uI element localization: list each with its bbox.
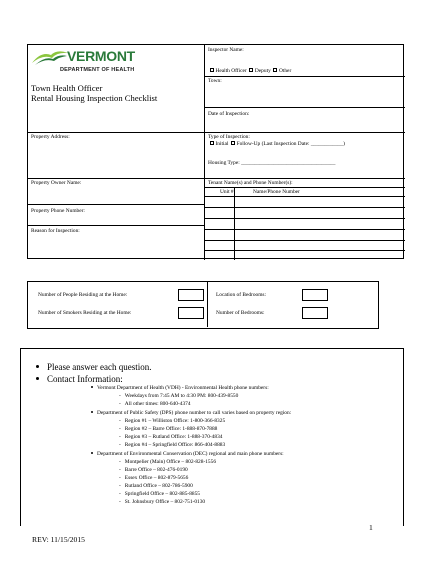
vdh-line: Vermont Department of Health (VDH) - Environmental Health phone numbers: [91,385,269,391]
checkbox-other[interactable] [273,68,277,72]
dps-line: Department of Public Safety (DPS) phone number to call varies based on property region: [91,410,291,416]
form-title-line1: Town Health Officer [31,83,103,93]
list-item: - St. Johnsbury Office – 802-751-0130 [119,499,206,505]
people-residing-field[interactable] [178,289,204,301]
logo-department: DEPARTMENT OF HEALTH [60,67,135,73]
inspection-type-options [210,141,345,147]
unit-column-header: Unit # [220,189,234,195]
list-item: - All other times: 800-640-4374 [119,401,191,407]
inspector-role-options [210,68,291,74]
list-item: - Region #4 – Springfield Office: 866-404-8883 [119,442,226,448]
inspector-name-label: Inspector Name: [208,47,244,53]
form-header-table [27,44,404,259]
option-follow-up: Follow-Up (Last Inspection Date: ____________) [236,141,345,147]
option-other: Other [278,68,292,74]
household-info-box [27,281,379,329]
date-of-inspection-label: Date of Inspection: [208,111,250,117]
checkbox-follow-up[interactable] [231,141,235,145]
list-item: - Springfield Office – 802-885-8855 [119,491,201,497]
name-phone-column-header: Name/Phone Number [253,189,300,195]
mountain-logo-icon [31,47,69,67]
people-residing-label: Number of People Residing at the Home: [38,292,128,298]
logo-wordmark: VERMONT [67,48,135,64]
property-phone-label: Property Phone Number: [31,208,85,214]
checkbox-initial[interactable] [210,141,214,145]
page-number: 1 [369,523,373,532]
checkbox-health-officer[interactable] [210,68,214,72]
checkbox-deputy[interactable] [249,68,253,72]
bedroom-count-label: Number of Bedrooms: [216,310,265,316]
list-item: - Region #3 – Rutland Office: 1-888-370-4834 [119,434,223,440]
revision-date: REV: 11/15/2015 [32,535,85,544]
list-item: - Weekdays from 7:45 AM to 4:30 PM: 800-439-8550 [119,393,239,399]
option-initial: Initial [215,141,229,147]
option-health-officer: Health Officer [215,68,247,74]
property-address-label: Property Address: [31,134,70,140]
list-item: - Region #2 – Barre Office: 1-888-870-7888 [119,426,218,432]
contact-information-section [20,348,404,526]
town-label: Town: [208,78,222,84]
dec-line: Department of Environmental Conservation (DEC) regional and main phone numbers: [91,451,284,457]
list-item: - Rutland Office – 802-786-5900 [119,483,193,489]
contact-heading: Contact Information: [36,374,123,384]
smokers-residing-field[interactable] [178,307,204,319]
column-divider [204,45,205,260]
list-item: - Barre Office – 802-476-0190 [119,467,188,473]
instruction-heading: Please answer each question. [36,362,151,372]
option-deputy: Deputy [254,68,271,74]
property-owner-name-label: Property Owner Name: [31,180,82,186]
bedroom-location-label: Location of Bedrooms: [216,292,267,298]
vermont-health-logo [31,47,201,81]
smokers-residing-label: Number of Smokers Residing at the Home: [38,310,132,316]
housing-type-label: Housing Type: ___________________________________ [208,160,336,166]
type-of-inspection-label: Type of Inspection: [208,134,250,140]
bedroom-count-field[interactable] [302,307,328,319]
list-item: - Essex Office – 802-879-5656 [119,475,189,481]
form-title-line2: Rental Housing Inspection Checklist [31,93,158,103]
list-item: - Region #1 – Williston Office: 1-800-366-8325 [119,418,226,424]
reason-label: Reason for Inspection: [31,228,80,234]
bedroom-location-field[interactable] [302,289,328,301]
list-item: - Montpelier (Main) Office – 802-828-1556 [119,459,217,465]
tenant-names-label: Tenant Name(s) and Phone Number(s): [208,180,293,186]
